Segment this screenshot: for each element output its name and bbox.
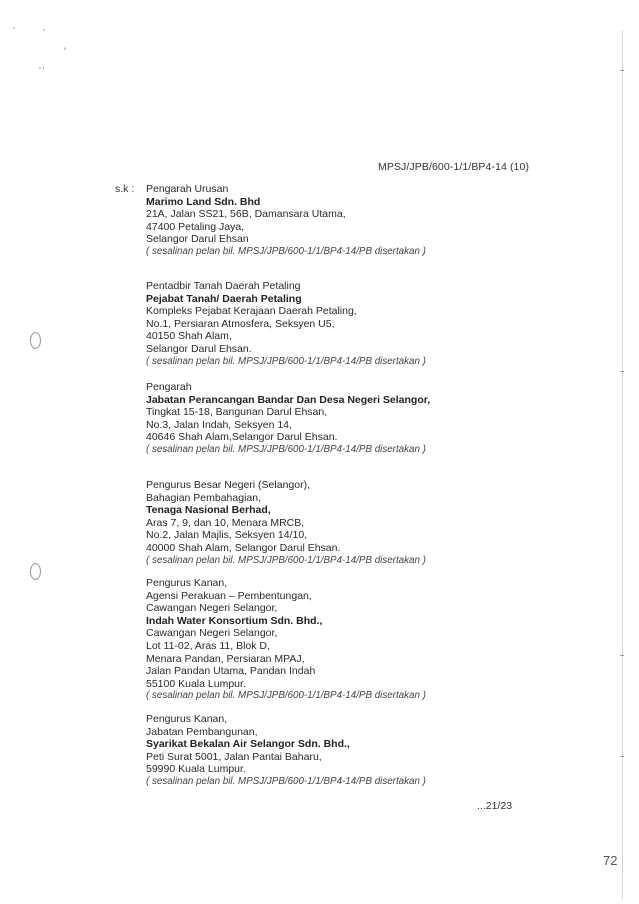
address-line: Tingkat 15-18, Bangunan Darul Ehsan,	[146, 406, 328, 419]
recipient-block	[146, 577, 426, 703]
address-line: 40646 Shah Alam,Selangor Darul Ehsan.	[146, 431, 338, 444]
scan-edge-tick	[620, 756, 624, 757]
address-line: 59990 Kuala Lumpur.	[146, 763, 246, 776]
address-line: Lot 11-02, Aras 11, Blok D,	[146, 639, 270, 652]
copy-note: ( sesalinan pelan bil. MPSJ/JPB/600-1/1/BP4-14/PB disertakan )	[146, 554, 426, 566]
organization-name: Jabatan Perancangan Bandar Dan Desa Negeri Selangor,	[146, 393, 431, 406]
address-line: Kompleks Pejabat Kerajaan Daerah Petaling,	[146, 305, 357, 318]
recipient-block	[146, 280, 426, 368]
address-line: 40000 Shah Alam, Selangor Darul Ehsan.	[146, 541, 341, 554]
address-line: Cawangan Negeri Selangor,	[146, 602, 278, 615]
address-line: Pengarah	[146, 381, 192, 393]
address-line: Aras 7, 9, dan 10, Menara MRCB,	[146, 516, 305, 529]
scan-speck: ··	[38, 62, 46, 74]
address-line: Jalan Pandan Utama, Pandan Indah	[146, 665, 316, 678]
copy-note: ( sesalinan pelan bil. MPSJ/JPB/600-1/1/BP4-14/PB disertakan )	[146, 690, 426, 702]
address-line: Bahagian Pembahagian,	[146, 491, 262, 504]
recipient-block	[146, 183, 426, 259]
scan-edge-tick	[620, 655, 624, 656]
next-page-marker: ...21/23	[477, 800, 513, 812]
scan-speck: ·	[12, 22, 16, 34]
copy-note: ( sesalinan pelan bil. MPSJ/JPB/600-1/1/BP4-14/PB disertakan )	[146, 355, 426, 367]
address-line: Peti Surat 5001, Jalan Pantai Baharu,	[146, 750, 322, 763]
address-line: 47400 Petaling Jaya,	[146, 220, 245, 233]
address-line: No.1, Persiaran Atmosfera, Seksyen U5,	[146, 317, 335, 330]
address-line: Pengurus Kanan,	[146, 713, 228, 725]
punch-hole-mark	[30, 563, 41, 580]
address-line: Pengarah Urusan	[146, 183, 229, 195]
recipient-block	[146, 381, 430, 457]
address-line: Menara Pandan, Persiaran MPAJ,	[146, 652, 305, 665]
punch-hole-mark	[30, 332, 41, 349]
scan-edge-line	[622, 30, 623, 900]
address-line: Pengurus Besar Negeri (Selangor),	[146, 479, 311, 491]
copy-note: ( sesalinan pelan bil. MPSJ/JPB/600-1/1/BP4-14/PB disertakan )	[146, 443, 426, 455]
address-line: Pengurus Kanan,	[146, 577, 228, 589]
address-line: Selangor Darul Ehsan.	[146, 342, 252, 355]
copy-note: ( sesalinan pelan bil. MPSJ/JPB/600-1/1/BP4-14/PB disertakan )	[146, 245, 426, 257]
address-line: Selangor Darul Ehsan	[146, 233, 249, 246]
recipient-block	[146, 479, 426, 567]
page-number: 72	[603, 853, 618, 868]
address-line: 55100 Kuala Lumpur.	[146, 677, 246, 690]
organization-name: Indah Water Konsortium Sdn. Bhd.,	[146, 614, 323, 627]
recipient-block	[146, 713, 426, 789]
organization-name: Tenaga Nasional Berhad,	[146, 504, 271, 517]
address-line: 21A, Jalan SS21, 56B, Damansara Utama,	[146, 208, 346, 221]
organization-name: Syarikat Bekalan Air Selangor Sdn. Bhd.,	[146, 738, 350, 751]
address-line: Agensi Perakuan – Pembentungan,	[146, 589, 312, 602]
reference-number: MPSJ/JPB/600-1/1/BP4-14 (10)	[378, 161, 530, 173]
address-line: 40150 Shah Alam,	[146, 330, 232, 343]
scan-edge-tick	[620, 70, 624, 71]
address-line: No.2, Jalan Majlis, Seksyen 14/10,	[146, 529, 308, 542]
address-line: Jabatan Pembangunan,	[146, 725, 258, 738]
scan-speck: ·	[42, 24, 46, 36]
organization-name: Pejabat Tanah/ Daerah Petaling	[146, 292, 302, 305]
address-line: Cawangan Negeri Selangor,	[146, 627, 278, 640]
sk-label: s.k :	[115, 183, 135, 195]
organization-name: Marimo Land Sdn. Bhd	[146, 195, 261, 208]
address-line: Pentadbir Tanah Daerah Petaling	[146, 280, 301, 292]
copy-note: ( sesalinan pelan bil. MPSJ/JPB/600-1/1/BP4-14/PB disertakan )	[146, 775, 426, 787]
scan-speck: '	[64, 46, 67, 58]
address-line: No.3, Jalan Indah, Seksyen 14,	[146, 418, 292, 431]
scan-edge-tick	[620, 371, 624, 372]
